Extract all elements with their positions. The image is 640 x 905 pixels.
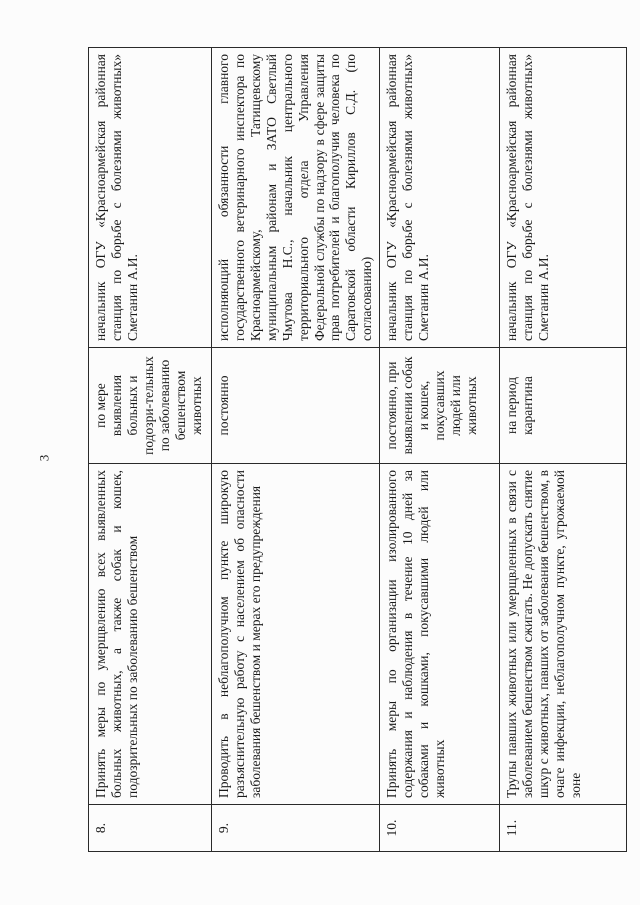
- row-responsible: начальник ОГУ «Красноармейская районная станция по борьбе с болезнями животных» Сметанин А.И.: [380, 48, 500, 348]
- landscape-table-frame: [88, 47, 586, 852]
- row-measure-text: Трупы павших животных или умерщвленных в связи с заболеванием бешенством сжигать. Не допускать снятие шкур с животных, павших от заболевания бешенством, в очаге инфекции, неблагополучном пункте, угрожаемой зоне: [500, 464, 627, 805]
- row-measure-text: Принять меры по умерщвлению всех выявленных больных животных, а также собак и кошек, подозрительных по заболеванию бешенством: [89, 464, 212, 805]
- row-deadline: постоянно, при выявлении собак и кошек, покусавших людей или животных: [380, 348, 500, 464]
- row-number: 9.: [212, 805, 380, 852]
- row-number: 11.: [500, 805, 627, 852]
- row-measure-text: Проводить в неблагополучном пункте широкую разъяснительную работу с населением об опасности заболевания бешенством и мерах его предупреждения: [212, 464, 380, 805]
- row-number: 10.: [380, 805, 500, 852]
- row-deadline: постоянно: [212, 348, 380, 464]
- table-row: [380, 48, 500, 852]
- row-deadline: на период карантина: [500, 348, 627, 464]
- table-row: [500, 48, 627, 852]
- row-responsible: начальник ОГУ «Красноармейская районная станция по борьбе с болезнями животных» Сметанин А.И.: [500, 48, 627, 348]
- row-deadline: по мере выявления больных и подозри-тельных по заболеванию бешенством животных: [89, 348, 212, 464]
- page-number: 3: [36, 454, 52, 462]
- measures-table: [88, 47, 627, 852]
- table-rotator: [88, 47, 586, 852]
- row-responsible: начальник ОГУ «Красноармейская районная станция по борьбе с болезнями животных» Сметанин А.И.: [89, 48, 212, 348]
- table-row: [212, 48, 380, 852]
- row-measure-text: Принять меры по организации изолированного содержания и наблюдения в течение 10 дней за собаками и кошками, покусавшими людей или животных: [380, 464, 500, 805]
- table-row: [89, 48, 212, 852]
- row-number: 8.: [89, 805, 212, 852]
- row-responsible: исполняющий обязанности главного государственного ветеринарного инспектора по Красноармейскому, Татищевскому муниципальным районам и ЗАТО Светлый Чмутова Н.С., начальник центрального территориального отдела Управления Федеральной службы по надзору в сфере защиты прав потребителей и благополучия человека по Саратовской области Кириллов С.Д. (по согласованию): [212, 48, 380, 348]
